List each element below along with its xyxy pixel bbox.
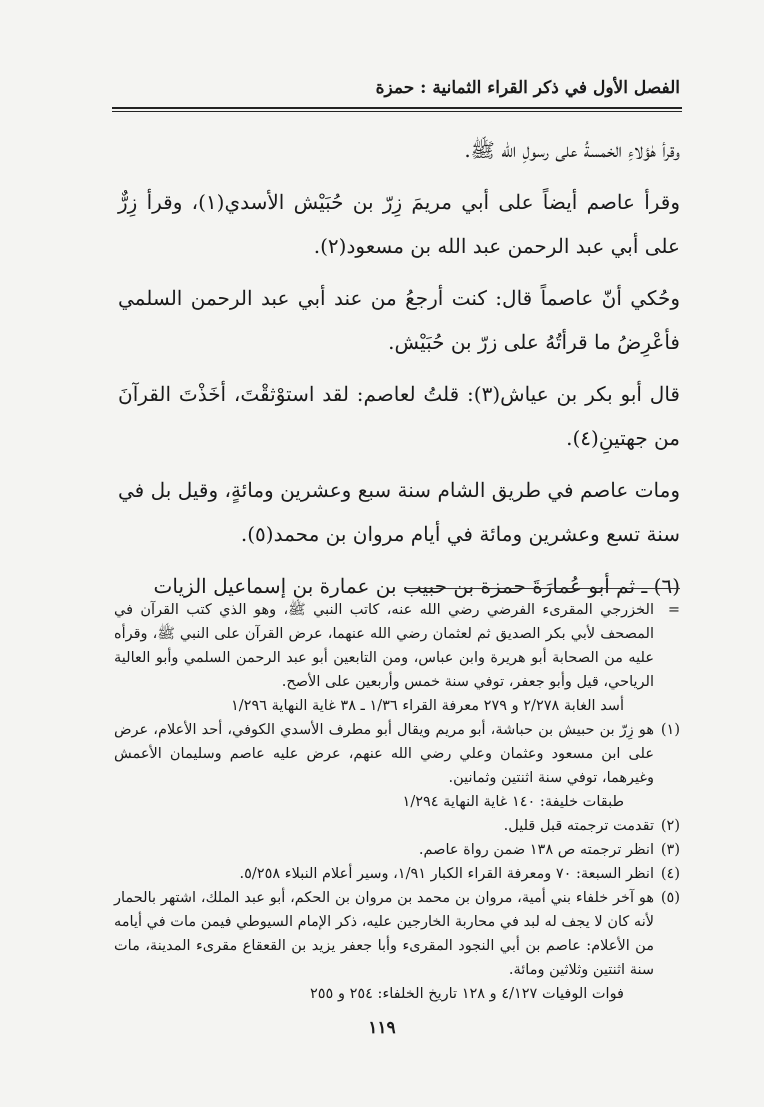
footnotes	[114, 598, 680, 1006]
continuation-mark: =	[667, 602, 680, 618]
paragraph-4: قال أبو بكر بن عياش(٣): قلتُ لعاصم: لقد استوْثقْتَ، أخَذْتَ القرآنَ من جهتينِ(٤).	[118, 382, 680, 450]
footnote-5	[114, 886, 680, 982]
footnote-separator	[404, 588, 680, 589]
footnote-number: (٢)	[660, 818, 680, 834]
paragraph-5: ومات عاصم في طريق الشام سنة سبع وعشرين ومائةٍ، وقيل بل في سنة تسع وعشرين ومائة في أيام مروان بن محمد(٥).	[118, 478, 680, 546]
footnote-number: (٥)	[660, 890, 680, 906]
header-rule	[112, 107, 682, 109]
paragraph-3: وحُكي أنّ عاصماً قال: كنت أرجعُ من عند أبي عبد الرحمن السلمي فأعْرِضُ ما قرأتُهُ على زرّ بن حُبَيْش.	[118, 286, 680, 354]
footnote-text: تقدمت ترجمته قبل قليل.	[503, 818, 654, 834]
footnote-number: (٤)	[660, 866, 680, 882]
footnote-text: انظر ترجمته ص ١٣٨ ضمن رواة عاصم.	[418, 842, 654, 858]
page-number: ١١٩	[368, 1018, 396, 1038]
footnote-text: هو زِرّ بن حبيش بن حباشة، أبو مريم ويقال أبو مطرف الأسدي الكوفي، أحد الأعلام، عرض على ابن مسعود وعثمان وعلي رضي الله عنهم، عرض عليه عاصم وسليمان الأعمش وغيرهما، توفي سنة اثنتين وثمانين.	[114, 722, 654, 786]
footnote-continuation	[114, 598, 680, 694]
footnote-text: هو آخر خلفاء بني أمية، مروان بن محمد بن مروان بن الحكم، أبو عبد الملك، اشتهر بالحمار لأنه كان لا يجف له لبد في محاربة الخارجين عليه، ذكر الإمام السيوطي فيمن مات في أيامه من الأعلام: عاصم بن أبي النجود المقرىء وأبا جعفر يزيد بن القعقاع مقرىء المدينة، مات سنة اثنتين وثلاثين ومائة.	[114, 890, 654, 978]
footnote-reference: فوات الوفيات ٤/١٢٧ و ١٢٨ تاريخ الخلفاء: ٢٥٤ و ٢٥٥	[309, 986, 624, 1002]
footnote-text: الخزرجي المقرىء الفرضي رضي الله عنه، كاتب النبي ﷺ، وهو الذي كتب القرآن في المصحف لأبي بكر الصديق ثم لعثمان رضي الله عنهما، عرض القرآن على النبي ﷺ، وقرأه عليه من الصحابة أبو هريرة وابن عباس، ومن التابعين أبو عبد الرحمن السلمي وأبو العالية الرياحي، قيل وأبو جعفر، توفي سنة خمس وأربعين على الأصح.	[114, 602, 654, 690]
footnote-reference: طبقات خليفة: ١٤٠ غاية النهاية ١/٢٩٤	[402, 794, 624, 810]
footnote-text: انظر السبعة: ٧٠ ومعرفة القراء الكبار ١/٩١، وسير أعلام النبلاء ٥/٢٥٨.	[239, 866, 654, 882]
running-header: الفصل الأول في ذكر القراء الثمانية : حمزة	[375, 78, 680, 98]
footnote-number: (١)	[660, 722, 680, 738]
paragraph-1: وقرأ هٰؤلاءِ الخمسةُ على رسولِ الله ﷺ.	[464, 138, 680, 162]
footnote-3	[114, 838, 680, 862]
footnote-reference: أسد الغابة ٢/٢٧٨ و ٢٧٩ معرفة القراء ١/٣٦ ـ ٣٨ غاية النهاية ١/٢٩٦	[231, 698, 624, 714]
paragraph-2: وقرأ عاصم أيضاً على أبي مريمَ زِرّ بن حُبَيْش الأسدي(١)، وقرأ زِرٌّ على أبي عبد الرحمن عبد الله بن مسعود(٢).	[118, 190, 681, 258]
footnote-2	[114, 814, 680, 838]
footnote-number: (٣)	[660, 842, 680, 858]
paragraph-6-heading: (٦) ـ ثم أبو عُمارَةَ حمزة بن حبيب بن عمارة بن إسماعيل الزيات	[153, 574, 680, 598]
footnote-4	[114, 862, 680, 886]
footnote-1	[114, 718, 680, 790]
header-rule-thin	[112, 111, 682, 112]
main-text	[118, 128, 680, 608]
